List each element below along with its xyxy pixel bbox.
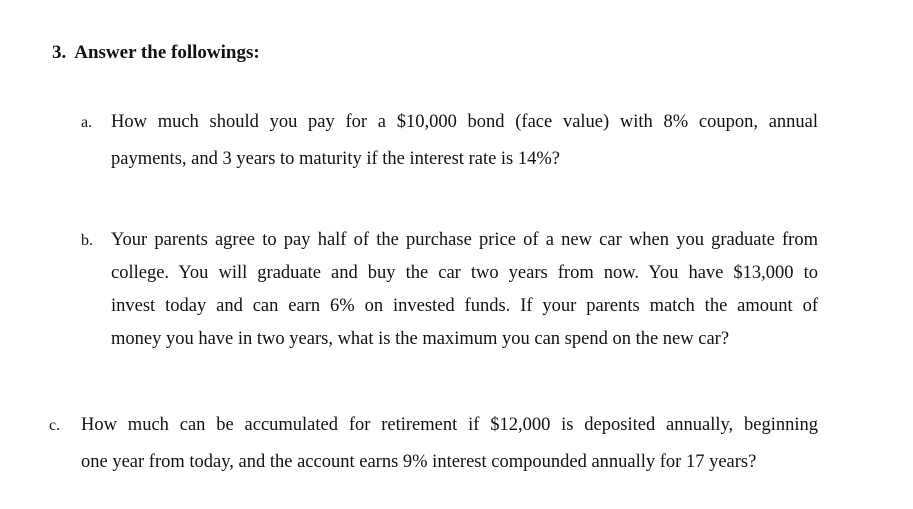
question-number: 3. <box>52 42 67 63</box>
question-heading <box>52 42 260 64</box>
sub-question-b <box>81 224 818 356</box>
sub-question-c <box>49 409 818 479</box>
question-text-line: How much should you pay for a $10,000 bond (face value) with 8% coupon, annual <box>111 112 818 132</box>
question-title: Answer the followings: <box>74 42 260 63</box>
question-text-line: How much can be accumulated for retirement if $12,000 is deposited annually, beginning <box>81 415 818 435</box>
question-text-line: college. You will graduate and buy the car two years from now. You have $13,000 to <box>111 263 818 283</box>
question-text-line: invest today and can earn 6% on invested funds. If your parents match the amount of <box>111 296 818 316</box>
sub-question-marker: b. <box>81 232 93 249</box>
question-text-line: money you have in two years, what is the maximum you can spend on the new car? <box>111 329 730 349</box>
question-text-line: Your parents agree to pay half of the purchase price of a new car when you graduate from <box>111 230 818 250</box>
question-text-line: one year from today, and the account earns 9% interest compounded annually for 17 years? <box>81 452 757 472</box>
sub-question-marker: a. <box>81 114 93 131</box>
sub-question-a <box>81 106 818 176</box>
question-text-line: payments, and 3 years to maturity if the interest rate is 14%? <box>111 149 561 169</box>
sub-question-marker: c. <box>49 417 61 434</box>
